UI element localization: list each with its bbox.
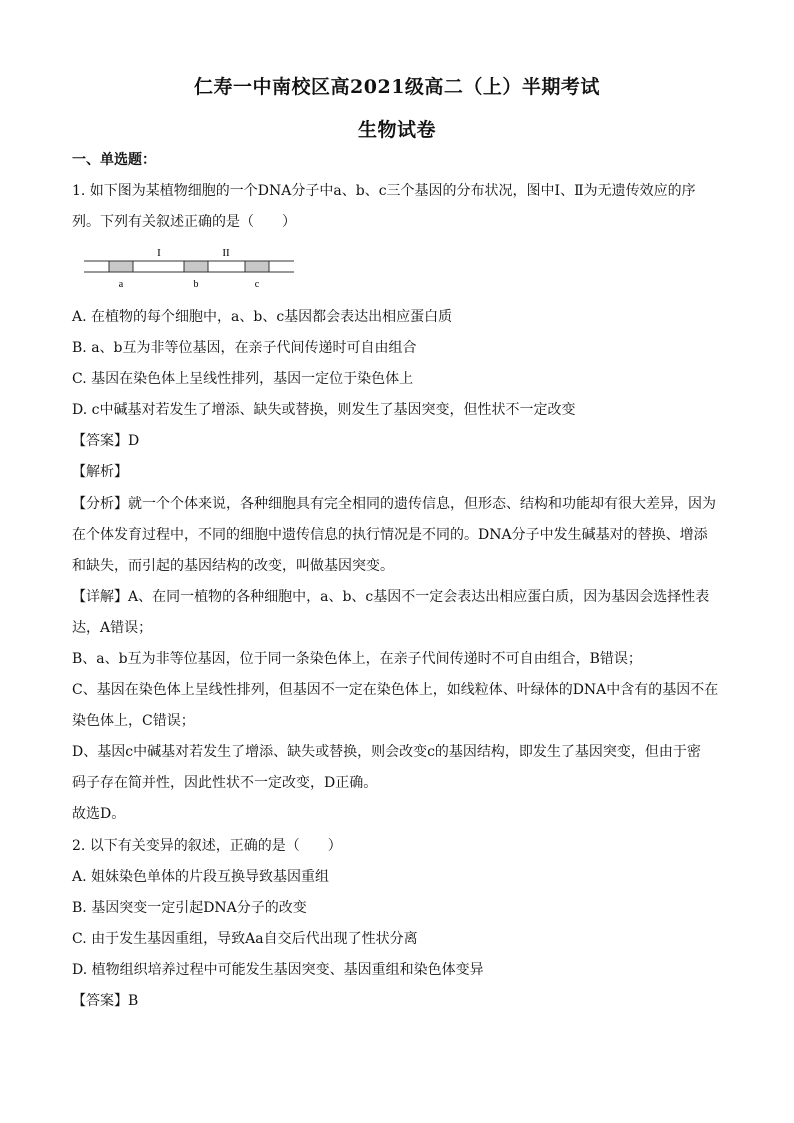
- q2-option-c: C. 由于发生基因重组，导致Aa自交后代出现了性状分离: [72, 931, 418, 947]
- q1-explanation-line: 达，A错误；: [72, 620, 153, 636]
- q2-option-d: D. 植物组织培养过程中可能发生基因突变、基因重组和染色体变异: [72, 962, 484, 978]
- region-label-i: I: [157, 247, 161, 259]
- page-subtitle: 生物试卷: [357, 119, 436, 141]
- q1-explanation-line: 【详解】A、在同一植物的各种细胞中，a、b、c基因不一定会表达出相应蛋白质，因为基因会选择性表: [72, 589, 710, 605]
- q1-answer: 【答案】D: [72, 433, 140, 449]
- gene-b-segment: [184, 261, 208, 272]
- q1-option-b: B. a、b互为非等位基因，在亲子代间传递时可自由组合: [72, 340, 417, 356]
- q1-explanation-line: 和缺失，而引起的基因结构的改变，叫做基因突变。: [72, 558, 394, 574]
- q2-option-b: B. 基因突变一定引起DNA分子的改变: [72, 900, 307, 916]
- q1-explanation-line: 码子存在简并性，因此性状不一定改变，D正确。: [72, 775, 378, 791]
- dna-gene-diagram: [84, 241, 296, 291]
- gene-label-a: a: [118, 279, 124, 290]
- q1-option-a: A. 在植物的每个细胞中，a、b、c基因都会表达出相应蛋白质: [72, 309, 453, 325]
- q1-explanation-line: 【分析】就一个个体来说，各种细胞具有完全相同的遗传信息，但形态、结构和功能却有很大差异，因为: [72, 496, 716, 512]
- q1-explanation-line: D、基因c中碱基对若发生了增添、缺失或替换，则会改变c的基因结构，即发生了基因突变，但由于密: [72, 744, 701, 760]
- q1-explanation-line: 在个体发育过程中，不同的细胞中遗传信息的执行情况是不同的。DNA分子中发生碱基对的替换、增添: [72, 527, 708, 543]
- q2-answer: 【答案】B: [72, 993, 139, 1009]
- q1-explanation-line: 染色体上，C错误；: [72, 713, 195, 729]
- gene-c-segment: [245, 261, 269, 272]
- q2-option-a: A. 姐妹染色单体的片段互换导致基因重组: [72, 869, 330, 885]
- dna-gene-diagram-svg: [84, 241, 296, 291]
- gene-label-c: c: [254, 279, 260, 290]
- q1-option-c: C. 基因在染色体上呈线性排列，基因一定位于染色体上: [72, 371, 414, 387]
- q2-stem: 2. 以下有关变异的叙述，正确的是（ ）: [72, 838, 342, 854]
- gene-label-b: b: [193, 279, 199, 290]
- q1-stem-line2: 列。下列有关叙述正确的是（ ）: [72, 214, 296, 230]
- q1-option-d: D. c中碱基对若发生了增添、缺失或替换，则发生了基因突变，但性状不一定改变: [72, 402, 576, 418]
- q1-analysis-label: 【解析】: [72, 464, 128, 480]
- q1-explanation-line: B、a、b互为非等位基因，位于同一条染色体上，在亲子代间传递时不可自由组合，B错误；: [72, 651, 642, 667]
- gene-a-segment: [109, 261, 133, 272]
- q1-explanation-line: C、基因在染色体上呈线性排列，但基因不一定在染色体上，如线粒体、叶绿体的DNA中含有的基因不在: [72, 682, 719, 698]
- q1-conclusion: 故选D。: [72, 806, 126, 822]
- region-label-ii: II: [222, 247, 230, 259]
- q1-stem-line1: 1. 如下图为某植物细胞的一个DNA分子中a、b、c三个基因的分布状况，图中Ⅰ、Ⅱ为无遗传效应的序: [72, 183, 696, 199]
- section-heading: 一、单选题：: [72, 152, 156, 168]
- page-title: 仁寿一中南校区高2021级高二（上）半期考试: [194, 76, 600, 98]
